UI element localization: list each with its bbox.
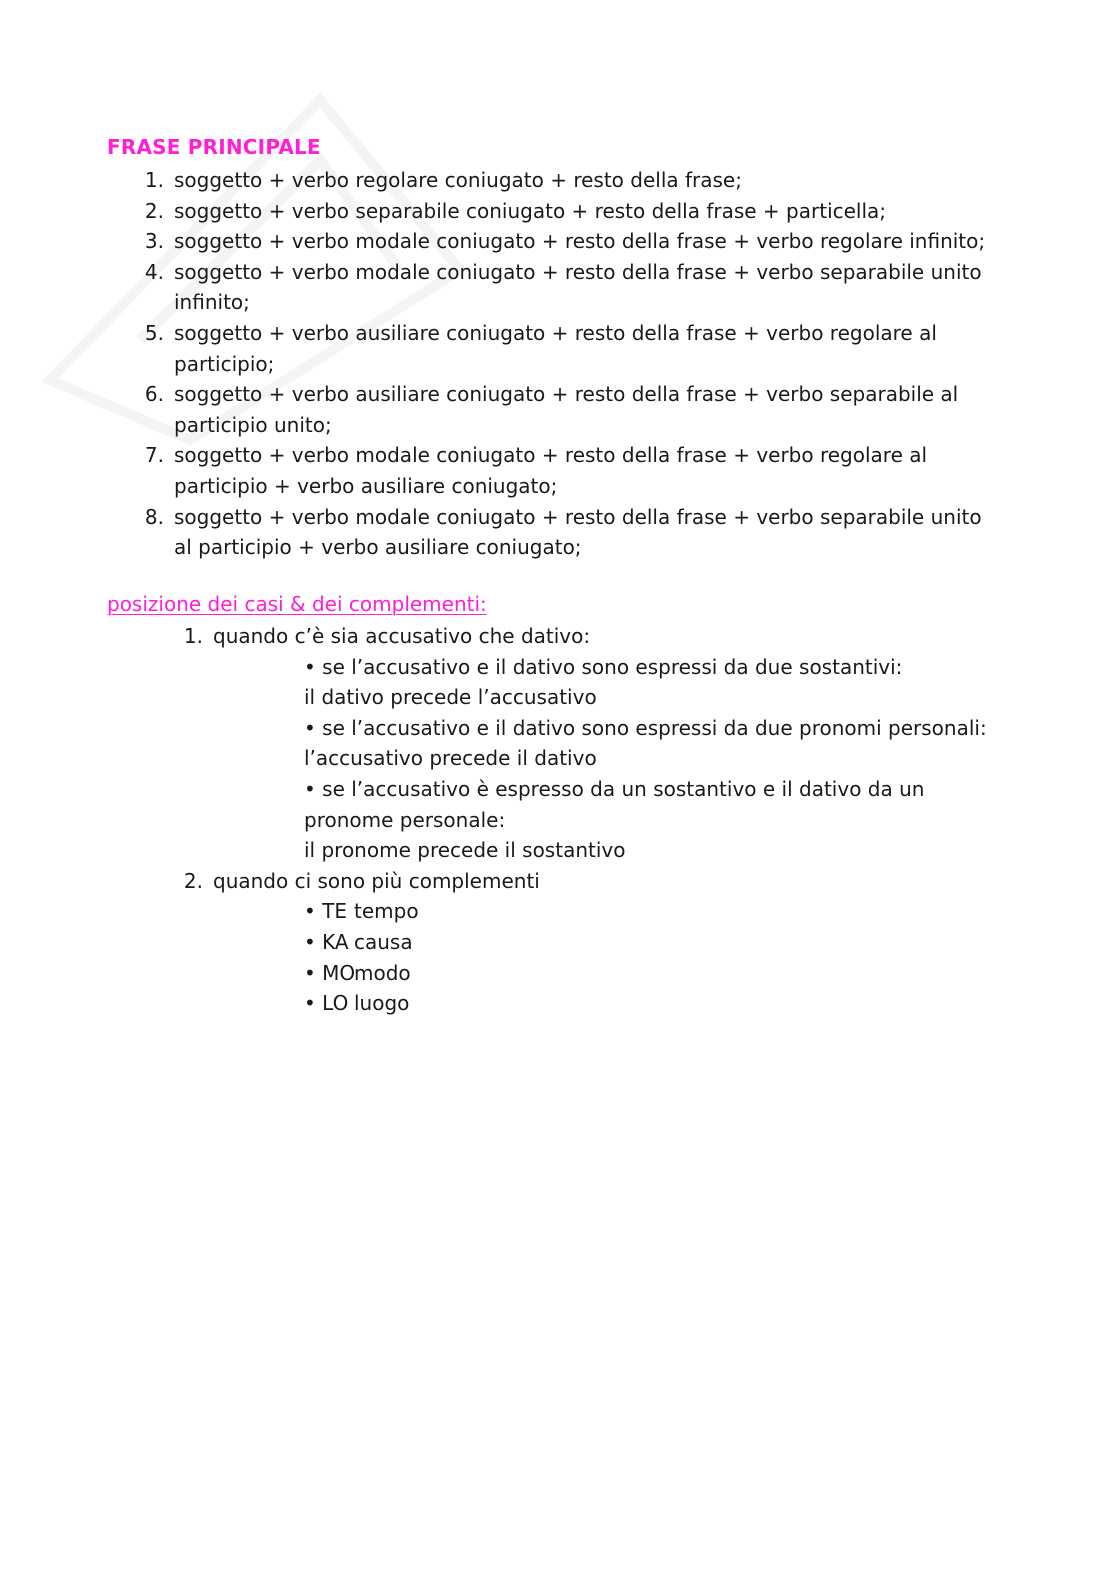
section-title-frase-principale: FRASE PRINCIPALE bbox=[107, 135, 321, 159]
complement-word: luogo bbox=[354, 991, 410, 1016]
list-item bbox=[107, 226, 1007, 257]
list-item bbox=[107, 440, 1007, 501]
main-sentence-list bbox=[107, 165, 1007, 563]
complement-abbreviation: • TE bbox=[304, 899, 348, 924]
list-text-line: soggetto + verbo ausiliare coniugato + resto della frase + verbo separabile al bbox=[174, 382, 959, 407]
rule-line: l’accusativo precede il dativo bbox=[304, 746, 597, 771]
list-text-line: participio + verbo ausiliare coniugato; bbox=[174, 473, 558, 498]
complement-entry bbox=[107, 958, 1007, 989]
rule-line: il pronome precede il sostantivo bbox=[304, 838, 626, 863]
complement-entry bbox=[107, 896, 1007, 927]
list-number: 4. bbox=[144, 259, 164, 284]
bullet-line: • se l’accusativo e il dativo sono espressi da due pronomi personali: bbox=[304, 715, 987, 740]
list-item bbox=[107, 196, 1007, 227]
bullet-line-continued: pronome personale: bbox=[304, 807, 506, 832]
list-number: 7. bbox=[144, 443, 164, 468]
list-item bbox=[107, 257, 1007, 318]
complement-abbreviation: • KA bbox=[304, 929, 349, 954]
list-number: 2. bbox=[183, 868, 203, 893]
complement-entry bbox=[107, 927, 1007, 958]
list-text-line: soggetto + verbo regolare coniugato + resto della frase; bbox=[174, 168, 742, 192]
list-item bbox=[107, 866, 1007, 897]
list-item bbox=[107, 621, 1007, 652]
list-item bbox=[107, 318, 1007, 379]
rule-line: il dativo precede l’accusativo bbox=[304, 685, 597, 710]
complement-word: causa bbox=[354, 929, 413, 954]
cases-list bbox=[107, 621, 1007, 1019]
list-text-line: soggetto + verbo modale coniugato + resto della frase + verbo regolare infinito; bbox=[174, 229, 986, 254]
list-number: 5. bbox=[144, 320, 164, 345]
bullet-line: • se l’accusativo è espresso da un sostantivo e il dativo da un bbox=[304, 776, 925, 801]
list-text-line: soggetto + verbo modale coniugato + resto della frase + verbo separabile unito bbox=[174, 259, 982, 284]
list-text-line: soggetto + verbo modale coniugato + resto della frase + verbo separabile unito bbox=[174, 504, 982, 529]
list-item bbox=[107, 379, 1007, 440]
list-text-line: soggetto + verbo ausiliare coniugato + resto della frase + verbo regolare al bbox=[174, 320, 937, 345]
list-text-line: participio; bbox=[174, 351, 275, 376]
complement-entry bbox=[107, 988, 1007, 1019]
list-text-line: quando ci sono più complementi bbox=[213, 868, 540, 893]
list-number: 2. bbox=[144, 198, 164, 223]
list-text-line: soggetto + verbo modale coniugato + resto della frase + verbo regolare al bbox=[174, 443, 928, 468]
complement-word: modo bbox=[354, 960, 411, 985]
section-title-casi-complementi: posizione dei casi & dei complementi: bbox=[107, 592, 487, 616]
list-text-line: quando c’è sia accusativo che dativo: bbox=[213, 624, 591, 648]
list-item bbox=[107, 165, 1007, 196]
bullet-line: • se l’accusativo e il dativo sono espressi da due sostantivi: bbox=[304, 654, 903, 679]
list-text-line: soggetto + verbo separabile coniugato + resto della frase + particella; bbox=[174, 198, 887, 223]
list-number: 8. bbox=[144, 504, 164, 529]
list-number: 6. bbox=[144, 382, 164, 407]
list-text-line: participio unito; bbox=[174, 412, 332, 437]
list-number: 1. bbox=[183, 624, 203, 648]
complement-word: tempo bbox=[354, 899, 419, 924]
list-text-line: al participio + verbo ausiliare coniugato; bbox=[174, 535, 582, 560]
list-item bbox=[107, 502, 1007, 563]
list-number: 1. bbox=[144, 168, 164, 192]
list-text-line: infinito; bbox=[174, 290, 250, 315]
list-number: 3. bbox=[144, 229, 164, 254]
complement-abbreviation: • LO bbox=[304, 991, 349, 1016]
complement-abbreviation: • MO bbox=[304, 960, 356, 985]
